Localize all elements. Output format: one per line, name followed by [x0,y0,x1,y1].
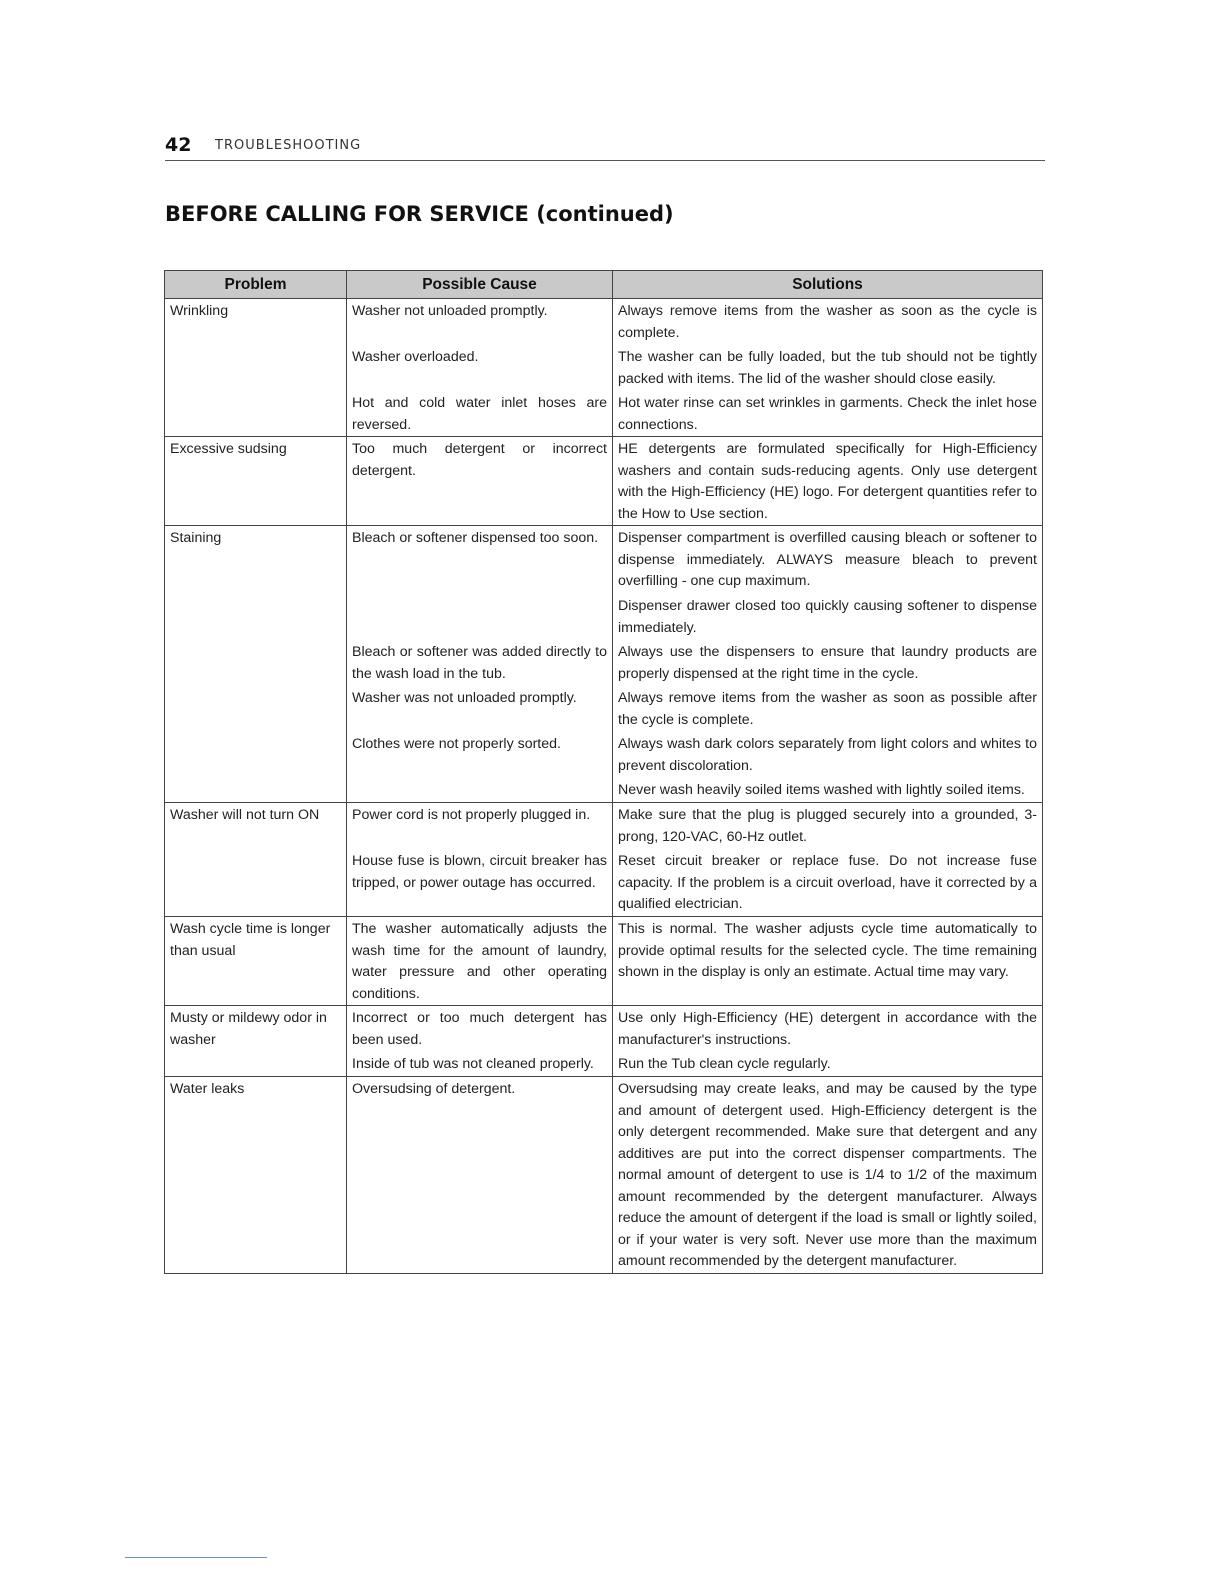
cause-text: Power cord is not properly plugged in. [352,807,591,823]
problem-cell: Wrinkling [165,299,347,437]
solution-cell [613,803,1043,917]
cause-cell [347,1006,613,1077]
column-header-cause: Possible Cause [347,271,613,299]
table-row [165,526,1043,803]
cause-text: Hot and cold water inlet hoses are reversed. [352,395,607,433]
solution-text: Always remove items from the washer as soon as the cycle is complete. [618,303,1037,341]
solution-cell [613,526,1043,803]
cause-text: Oversudsing of detergent. [352,1081,516,1097]
cause-cell [347,803,613,917]
problem-cell: Water leaks [165,1077,347,1274]
problem-cell: Staining [165,526,347,803]
cause-text: Washer overloaded. [352,349,479,365]
solution-cell [613,917,1043,1006]
table-row [165,437,1043,526]
solution-text: Always wash dark colors separately from light colors and whites to prevent discoloration. [618,736,1037,774]
table-row [165,299,1043,437]
cause-text: The washer automatically adjusts the wash time for the amount of laundry, water pressure and other operating conditions. [352,921,607,1002]
column-header-solutions: Solutions [613,271,1043,299]
page-number: 42 [165,134,192,156]
cause-cell [347,526,613,803]
table-row [165,917,1043,1006]
cause-text [352,780,607,802]
page-title: BEFORE CALLING FOR SERVICE (continued) [165,202,674,226]
solution-text: Always use the dispensers to ensure that laundry products are properly dispensed at the right time in the cycle. [618,644,1037,682]
solution-text: Hot water rinse can set wrinkles in garments. Check the inlet hose connections. [618,395,1037,433]
solution-text: The washer can be fully loaded, but the tub should not be tightly packed with items. The lid of the washer should close easily. [618,349,1037,387]
footer-rule [125,1557,267,1558]
solution-text: Always remove items from the washer as soon as possible after the cycle is complete. [618,690,1037,728]
cause-text: Inside of tub was not cleaned properly. [352,1056,594,1072]
solution-text: This is normal. The washer adjusts cycle time automatically to provide optimal results for the selected cycle. The time remaining shown in the display is only an estimate. Actual time may vary. [618,921,1037,980]
solution-text: Dispenser compartment is overfilled causing bleach or softener to dispense immediately. ALWAYS measure bleach to prevent overfilling - one cup maximum. [618,530,1037,589]
problem-cell: Wash cycle time is longer than usual [165,917,347,1006]
page-header [165,134,1045,161]
solution-cell [613,1077,1043,1274]
solution-cell [613,437,1043,526]
table-row [165,1077,1043,1274]
problem-cell: Musty or mildewy odor in washer [165,1006,347,1077]
cause-text: House fuse is blown, circuit breaker has tripped, or power outage has occurred. [352,853,607,891]
solution-text: Use only High-Efficiency (HE) detergent in accordance with the manufacturer's instructions. [618,1010,1037,1048]
problem-cell: Washer will not turn ON [165,803,347,917]
solution-text: Make sure that the plug is plugged securely into a grounded, 3-prong, 120-VAC, 60-Hz outlet. [618,807,1037,845]
cause-text: Clothes were not properly sorted. [352,736,561,752]
cause-text: Too much detergent or incorrect detergent. [352,441,607,479]
cause-cell [347,1077,613,1274]
section-name: TROUBLESHOOTING [215,138,362,153]
table-header-row [165,271,1043,299]
cause-text: Washer was not unloaded promptly. [352,690,577,706]
solution-text: Oversudsing may create leaks, and may be caused by the type and amount of detergent used. High-Efficiency detergent is the only detergent recommended. Make sure that detergent and any additives are put into the correct dispenser compartments. The normal amount of detergent to use is 1/4 to 1/2 of the maximum amount recommended by the detergent manufacturer. Always reduce the amount of detergent if the load is small or lightly soiled, or if your water is very soft. Never use more than the maximum amount recommended by the detergent manufacturer. [618,1081,1037,1269]
cause-text: Bleach or softener dispensed too soon. [352,530,599,546]
table-row [165,1006,1043,1077]
cause-text: Incorrect or too much detergent has been used. [352,1010,607,1048]
column-header-problem: Problem [165,271,347,299]
troubleshooting-table [164,270,1043,1274]
cause-cell [347,917,613,1006]
solution-cell [613,1006,1043,1077]
solution-text: Never wash heavily soiled items washed with lightly soiled items. [618,782,1025,798]
solution-cell [613,299,1043,437]
cause-text [352,596,607,639]
cause-cell [347,437,613,526]
solution-text: Dispenser drawer closed too quickly causing softener to dispense immediately. [618,598,1037,636]
solution-text: Run the Tub clean cycle regularly. [618,1056,831,1072]
solution-text: Reset circuit breaker or replace fuse. Do not increase fuse capacity. If the problem is a circuit overload, have it corrected by a qualified electrician. [618,853,1037,912]
solution-text: HE detergents are formulated specifically for High-Efficiency washers and contain suds-reducing agents. Only use detergent with the High-Efficiency (HE) logo. For detergent quantities refer to the How to Use section. [618,441,1037,522]
cause-text: Bleach or softener was added directly to the wash load in the tub. [352,644,607,682]
cause-text: Washer not unloaded promptly. [352,303,548,319]
table-body [165,299,1043,1274]
cause-cell [347,299,613,437]
table-row [165,803,1043,917]
problem-cell: Excessive sudsing [165,437,347,526]
